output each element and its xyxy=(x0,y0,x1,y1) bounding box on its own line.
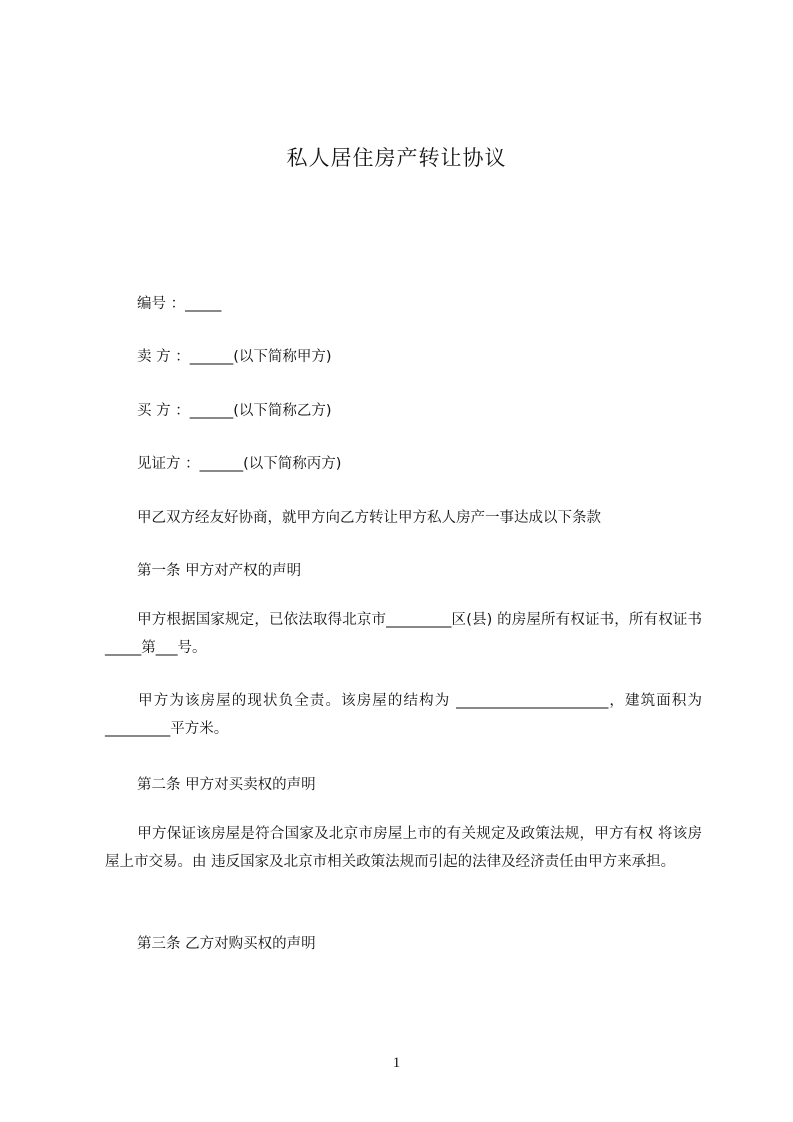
intro-paragraph: 甲乙双方经友好协商，就甲方向乙方转让甲方私人房产一事达成以下条款 xyxy=(137,510,601,526)
contract-number-field: 编号 ：_____ xyxy=(137,296,222,312)
document-title: 私人居住房产转让协议 xyxy=(286,146,507,170)
witness-field: 见证方 ：______(以下简称丙方) xyxy=(137,456,342,472)
article-1-paragraph-2-text: 甲方为该房屋的现状负全责。该房屋的结构为 _____________________，建筑面积为_________平方米。 xyxy=(105,693,702,737)
article-1-heading: 第一条 甲方对产权的声明 xyxy=(137,563,302,579)
buyer-field: 买 方 ：______(以下简称乙方) xyxy=(137,403,332,419)
article-3-heading: 第三条 乙方对购买权的声明 xyxy=(137,936,316,952)
article-1-paragraph-1 xyxy=(105,606,702,662)
article-1-paragraph-2 xyxy=(105,687,702,743)
article-2-paragraph-1-text: 甲方保证该房屋是符合国家及北京市房屋上市的有关规定及政策法规，甲方有权 将该房屋上市交易。由 违反国家及北京市相关政策法规而引起的法律及经济责任由甲方来承担。 xyxy=(105,826,702,870)
seller-field: 卖 方 ：______(以下简称甲方) xyxy=(137,349,332,365)
page-number: 1 xyxy=(392,1055,401,1071)
article-2-heading: 第二条 甲方对买卖权的声明 xyxy=(137,777,316,793)
article-2-paragraph-1 xyxy=(105,820,702,876)
article-1-paragraph-1-text: 甲方根据国家规定，已依法取得北京市_________区(县) 的房屋所有权证书，所有权证书_____第___号。 xyxy=(105,612,702,656)
